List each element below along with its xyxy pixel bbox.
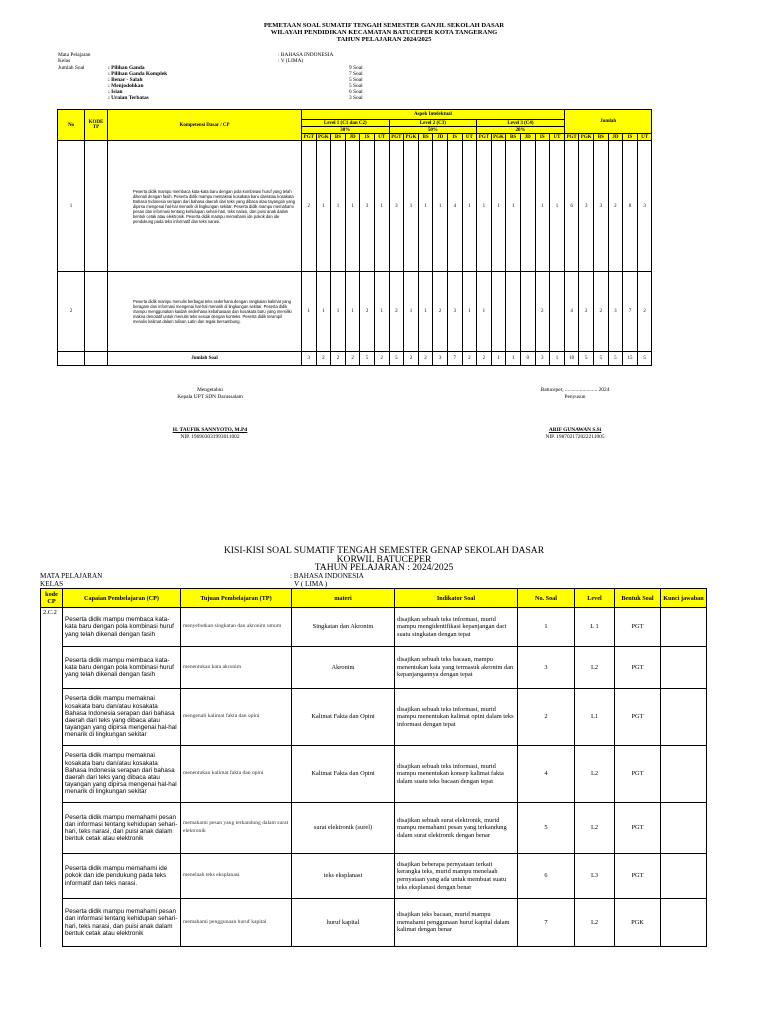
header-jumlah: Jumlah xyxy=(564,110,652,134)
sig-left-name-text: H. TAUFIK SANNYOTO, M.Pd xyxy=(172,427,248,433)
kunci-jawaban-cell xyxy=(661,647,707,689)
no-soal-cell: 4 xyxy=(518,746,575,803)
cell-value xyxy=(520,141,535,272)
soal-type-count: 5 Soal xyxy=(349,83,363,89)
header-indikator: Indikator Soal xyxy=(395,589,518,608)
header-level-3: Level 3 (C4) xyxy=(477,120,565,127)
total-cell: 1 xyxy=(506,352,521,366)
subheader-pgk: PGK xyxy=(405,134,417,140)
kode-cp-cell: 2.C.2 xyxy=(41,608,63,947)
total-cell: 5 xyxy=(594,352,609,366)
level-cell: L 1 xyxy=(575,608,615,647)
subheader-pgt: PGT xyxy=(389,134,404,141)
soal-type-name: : Isian xyxy=(108,89,123,95)
table-row xyxy=(41,608,707,647)
cell-value: 1 xyxy=(477,141,492,272)
total-cell: 5 xyxy=(637,352,652,366)
subheader-bs: BS xyxy=(594,134,609,141)
cell-value: 1 xyxy=(462,272,477,352)
sig-right-line2: Penyusun xyxy=(564,394,586,400)
total-cell: 2 xyxy=(462,352,477,366)
cell-total: 3 xyxy=(579,141,594,272)
total-cell: 2 xyxy=(316,352,331,366)
tp-cell: menyebutkan singkatan dan akronim umum xyxy=(181,608,292,647)
subheader-ut: UT xyxy=(550,134,565,141)
header-level-3-pct: 20% xyxy=(477,127,565,134)
row-kode xyxy=(85,272,108,352)
header-kode-tp: KODE TP xyxy=(85,110,108,141)
cell-total: 2 xyxy=(608,141,623,272)
tp-cell: menentukan kalimat fakta dan opini xyxy=(181,746,292,803)
cell-total: 4 xyxy=(564,272,579,352)
no-soal-cell: 6 xyxy=(518,854,575,899)
no-soal-cell: 5 xyxy=(518,803,575,854)
kisi-title-line-2: KORWIL BATUCEPER xyxy=(336,554,432,565)
header-bentuk-soal: Bentuk Soal xyxy=(615,589,661,608)
cell-total: 2 xyxy=(594,272,609,352)
total-cell: 10 xyxy=(564,352,579,366)
total-cell: 2 xyxy=(345,352,360,366)
subheader-jd: JD xyxy=(345,134,360,141)
indikator-cell: disajikan sebuah teks informasi, murid mampu mengidentifikasi kepanjangan dari suatu singkatan dengan tepat xyxy=(395,608,518,647)
cell-total: 8 xyxy=(623,141,638,272)
header-kunci-jawaban: Kunci jawaban xyxy=(661,589,707,608)
level-cell: L1 xyxy=(575,689,615,746)
header-tp: Tujuan Pembelajaran (TP) xyxy=(181,589,292,608)
meta-mapel-value: : BAHASA INDONESIA xyxy=(278,52,334,58)
total-cell: 5 xyxy=(579,352,594,366)
total-cell: 0 xyxy=(520,352,535,366)
header-kompetensi: Kompetensi Dasar / CP xyxy=(108,110,302,141)
level-cell: L2 xyxy=(575,746,615,803)
cell-value: 1 xyxy=(491,141,506,272)
kisi-mapel-label: MATA PELAJARAN xyxy=(40,572,103,580)
subheader-bs: BS xyxy=(506,134,521,141)
soal-type-name: : Pilihan Ganda Komplek xyxy=(108,71,168,77)
subheader-pgk: PGK xyxy=(580,134,592,140)
indikator-cell: disajikan beberapa pernyataan terkait kerangka teks, murid mampu menelaah pernyataan yang ada untuk membuat suatu teks eksplanasi dengan benar xyxy=(395,854,518,899)
cell-value: 2 xyxy=(360,272,375,352)
cell-value: 4 xyxy=(447,141,462,272)
bentuk-soal-cell: PGT xyxy=(615,647,661,689)
cp-cell: Peserta didik mampu membaca kata-kata baru dengan pola kombinasi huruf yang telah dikenali dengan fasih xyxy=(63,647,181,689)
total-cell: 5 xyxy=(608,352,623,366)
cell-value xyxy=(506,272,521,352)
soal-type-name: : Benar - Salah xyxy=(108,77,143,83)
soal-type-name: : Menjodohkan xyxy=(108,83,144,89)
meta-kelas-label: Kelas xyxy=(58,58,71,64)
soal-type-count: 6 Soal xyxy=(349,89,363,95)
sig-right-name xyxy=(510,427,640,434)
cell-value: 2 xyxy=(433,272,448,352)
bentuk-soal-cell: PGK xyxy=(615,899,661,947)
total-cell: 3 xyxy=(433,352,448,366)
subheader-is: IS xyxy=(623,134,638,141)
total-cell: 2 xyxy=(404,352,419,366)
tp-cell: memahami pesan yang terkandung dalam surat elektronik xyxy=(181,803,292,854)
cell-value: 1 xyxy=(316,141,331,272)
mapping-title-line-2: WILAYAH PENDIDIKAN KECAMATAN BATUCEPER KOTA TANGERANG xyxy=(270,29,498,36)
materi-cell: Singkatan dan Akronim xyxy=(292,608,395,647)
subheader-pgt: PGT xyxy=(477,134,492,141)
indikator-cell: disajikan sebuah teks bacaan, mampu menentukan kata yang termasuk akronim dan kepanjangannya dengan tepat xyxy=(395,647,518,689)
tp-cell: menentukan kata akronim xyxy=(181,647,292,689)
table-row xyxy=(41,899,707,947)
mapping-title-line-1: PEMETAAN SOAL SUMATIF TENGAH SEMESTER GANJIL SEKOLAH DASAR xyxy=(263,22,505,29)
cell-value: 1 xyxy=(302,272,317,352)
total-label: Jumlah Soal xyxy=(108,352,302,366)
kisi-kisi-page xyxy=(0,540,768,1024)
indikator-cell: disajikan sebuah surat elektronik, murid mampu memahami pesan yang terkandung dalam surat elektronik dengan benar xyxy=(395,803,518,854)
bentuk-soal-cell: PGT xyxy=(615,689,661,746)
total-cell: 3 xyxy=(302,352,317,366)
cell-total: 7 xyxy=(623,272,638,352)
sig-right-line1: Batuceper, ........................ 2024 xyxy=(540,387,610,393)
level-cell: L2 xyxy=(575,899,615,947)
table-row xyxy=(58,141,652,272)
kisi-mapel-value: : BAHASA INDONESIA xyxy=(290,572,364,580)
kisi-kelas-label: KELAS xyxy=(40,580,64,588)
cell-total: 2 xyxy=(637,272,652,352)
subheader-ut: UT xyxy=(462,134,477,141)
cell-value: 3 xyxy=(389,141,404,272)
total-row xyxy=(58,352,652,366)
tp-cell: memahami penggunaan huruf kapital xyxy=(181,899,292,947)
bentuk-soal-cell: PGT xyxy=(615,854,661,899)
table-row xyxy=(41,854,707,899)
header-level-2: Level 2 (C3) xyxy=(389,120,477,127)
cp-cell: Peserta didik mampu memaknai kosakata baru dan/atau kosakata Bahasa Indonesia serapan dari bahasa daerah dari teks yang dibaca atau tayangan yang dipirsa mengenai hal-hal menarik di lingkungan sekitar xyxy=(63,746,181,803)
cell-value xyxy=(491,272,506,352)
cell-value: 1 xyxy=(404,141,419,272)
no-soal-cell: 2 xyxy=(518,689,575,746)
cell-value: 2 xyxy=(389,272,404,352)
row-kompetensi: Peserta didik mampu menulis berbagai teks sederhana dengan rangkaian kalimat yang beragam dan informasi mengenai hal-hal menarik di lingkungan sekitar. Peserta didik mampu menggunakan kaidah sederhana kebahasaan dan kosakata baru yang memiliki makna denotatif untuk menulis teks sesuai dengan konteks. Peserta didik terampil menulis kalimat dalam tulisan Latin dan tegak bersambung. xyxy=(108,272,302,352)
cell-value: 2 xyxy=(302,141,317,272)
bentuk-soal-cell: PGT xyxy=(615,608,661,647)
cell-total: 6 xyxy=(564,141,579,272)
level-cell: L3 xyxy=(575,854,615,899)
sig-left-nip: NIP. 196903031993011002 xyxy=(180,434,240,440)
materi-cell: Kalimat Fakta dan Opini xyxy=(292,689,395,746)
subheader-pgk: PGK xyxy=(493,134,504,140)
header-level: Level xyxy=(575,589,615,608)
sig-right-nip: NIP. 198702172022211005 xyxy=(545,434,605,440)
sig-left-name xyxy=(140,427,280,434)
kunci-jawaban-cell xyxy=(661,803,707,854)
cell-value: 1 xyxy=(506,141,521,272)
cell-value xyxy=(550,272,565,352)
cp-cell: Peserta didik mampu memahami pesan dan informasi tentang kehidupan sehari-hari, teks narasi, dan puisi anak dalam bentuk cetak atau elektronik xyxy=(63,803,181,854)
subheader-pgk: PGK xyxy=(317,134,329,140)
meta-jumlah-label: Jumlah Soal xyxy=(58,65,85,71)
table-row xyxy=(58,272,652,352)
cell-value: 1 xyxy=(418,272,433,352)
total-cell: 1 xyxy=(491,352,506,366)
subheader-bs: BS xyxy=(418,134,433,141)
materi-cell: Kalimat Fakta dan Opini xyxy=(292,746,395,803)
table-row xyxy=(41,746,707,803)
no-soal-cell: 1 xyxy=(518,608,575,647)
cell-value: 1 xyxy=(316,272,331,352)
row-kompetensi: Peserta didik mampu membaca kata-kata baru dengan pola kombinasi huruf yang telah dikenali dengan fasih. Peserta didik mampu memaknai kosakata baru dan/atau kosakata Bahasa Indonesia serapan dari bahasa daerah dari teks yang dibaca atau tayangan yang dipirsa mengenai hal-hal menarik di lingkungan sekitar. Peserta didik mampu memahami pesan dan informasi tentang kehidupan sehari-hari, teks narasi, dan puisi anak dalam bentuk cetak atau elektronik. Peserta didik mampu memahami ide pokok dan ide pendukung pada teks informatif dan teks narasi. xyxy=(108,141,302,272)
table-row xyxy=(41,647,707,689)
cell-value: 1 xyxy=(331,141,346,272)
kisi-kelas-value: V ( LIMA ) xyxy=(294,580,328,588)
total-cell: 2 xyxy=(331,352,346,366)
subheader-ut: UT xyxy=(637,134,652,141)
total-cell: 1 xyxy=(550,352,565,366)
sig-left-line1: Mengetahui xyxy=(197,387,223,393)
kisi-table xyxy=(40,588,707,947)
kunci-jawaban-cell xyxy=(661,689,707,746)
header-no-soal: No. Soal xyxy=(518,589,575,608)
header-level-1-pct: 30% xyxy=(302,127,390,134)
soal-type-count: 3 Soal xyxy=(349,95,363,101)
subheader-jd: JD xyxy=(608,134,623,141)
cell-value: 1 xyxy=(535,141,550,272)
indikator-cell: disajikan sebuah teks informasi, murid mampu menentukan kalimat opini dalam teks informasi dengan tepat xyxy=(395,689,518,746)
soal-type-count: 9 Soal xyxy=(349,65,363,71)
cell-value: 1 xyxy=(345,272,360,352)
kisi-body xyxy=(41,608,707,947)
materi-cell: teks eksplanasi xyxy=(292,854,395,899)
total-cell: 3 xyxy=(535,352,550,366)
table-row xyxy=(41,689,707,746)
total-cell: 7 xyxy=(447,352,462,366)
soal-type-name: : Pilihan Ganda xyxy=(108,65,145,71)
cell-total: 3 xyxy=(594,141,609,272)
soal-type-count: 7 Soal xyxy=(349,71,363,77)
subheader-is: IS xyxy=(447,134,462,141)
level-cell: L2 xyxy=(575,803,615,854)
mapping-page xyxy=(0,0,768,470)
mapping-title-line-3: TAHUN PELAJARAN 2024/2025 xyxy=(336,36,432,43)
cell-value: 1 xyxy=(433,141,448,272)
sig-left-line2: Kepala UPT SDN Darussalam xyxy=(177,394,243,400)
header-aspek: Aspek Intelektual xyxy=(302,110,565,120)
subheader-is: IS xyxy=(360,134,375,141)
sig-right-name-text: ARIF GUNAWAN S.Si xyxy=(548,427,602,433)
cell-value xyxy=(520,272,535,352)
tp-cell: menelaah teks eksplanasi xyxy=(181,854,292,899)
cp-cell: Peserta didik mampu memahami pesan dan informasi tentang kehidupan sehari-hari, teks narasi, dan puisi anak dalam bentuk cetak atau elektronik xyxy=(63,899,181,947)
cell-total: 3 xyxy=(637,141,652,272)
kisi-title-line-1: KISI-KISI SOAL SUMATIF TENGAH SEMESTER GENAP SEKOLAH DASAR xyxy=(223,545,545,556)
bentuk-soal-cell: PGT xyxy=(615,746,661,803)
subheader-jd: JD xyxy=(520,134,535,141)
cell-value: 1 xyxy=(374,141,389,272)
meta-mapel-label: Mata Pelajaran xyxy=(58,52,91,58)
materi-cell: Akronim xyxy=(292,647,395,689)
cell-value: 3 xyxy=(447,272,462,352)
cell-value: 1 xyxy=(374,272,389,352)
cp-cell: Peserta didik mampu membaca kata-kata baru dengan pola kombinasi huruf yang telah dikenali dengan fasih xyxy=(63,608,181,647)
subheader-jd: JD xyxy=(433,134,448,141)
total-cell: 2 xyxy=(418,352,433,366)
total-cell: 5 xyxy=(389,352,404,366)
materi-cell: huruf kapital xyxy=(292,899,395,947)
cell-value: 1 xyxy=(550,141,565,272)
total-cell: 15 xyxy=(623,352,638,366)
cell-value: 1 xyxy=(331,272,346,352)
cell-value: 1 xyxy=(345,141,360,272)
header-materi: materi xyxy=(292,589,395,608)
total-cell: 2 xyxy=(374,352,389,366)
row-no: 1 xyxy=(58,141,85,272)
header-cp: Capaian Pembelajaran (CP) xyxy=(63,589,181,608)
tp-cell: mengenali kalimat fakta dan opini xyxy=(181,689,292,746)
subheader-pgt: PGT xyxy=(302,134,317,141)
cell-value: 1 xyxy=(404,272,419,352)
row-kode xyxy=(85,141,108,272)
cp-cell: Peserta didik mampu memahami ide pokok dan ide pendukung pada teks informatif dan teks narasi. xyxy=(63,854,181,899)
cell-value: 1 xyxy=(418,141,433,272)
kisi-title-line-3: TAHUN PELAJARAN : 2024/2025 xyxy=(314,562,454,573)
materi-cell: surat elektronik (surel) xyxy=(292,803,395,854)
subheader-ut: UT xyxy=(374,134,389,141)
cell-value: 1 xyxy=(462,141,477,272)
subheader-is: IS xyxy=(535,134,550,141)
bentuk-soal-cell: PGT xyxy=(615,803,661,854)
mapping-table xyxy=(57,109,652,366)
meta-kelas-value: : V (LIMA) xyxy=(278,58,304,64)
header-level-1: Level 1 (C1 dan C2) xyxy=(302,120,390,127)
kunci-jawaban-cell xyxy=(661,608,707,647)
level-cell: L2 xyxy=(575,647,615,689)
cell-value: 3 xyxy=(360,141,375,272)
no-soal-cell: 3 xyxy=(518,647,575,689)
no-soal-cell: 7 xyxy=(518,899,575,947)
kunci-jawaban-cell xyxy=(661,854,707,899)
cell-total: 3 xyxy=(608,272,623,352)
soal-type-count: 5 Soal xyxy=(349,77,363,83)
header-level-2-pct: 50% xyxy=(389,127,477,134)
soal-type-name: : Uraian Terbatas xyxy=(108,95,149,101)
kunci-jawaban-cell xyxy=(661,899,707,947)
table-row xyxy=(41,803,707,854)
cell-value: 1 xyxy=(477,272,492,352)
row-no: 2 xyxy=(58,272,85,352)
indikator-cell: disajikan teks bacaan, murid mampu memahami penggunaan huruf kapital dalam kalimat dengan benar xyxy=(395,899,518,947)
cell-total: 2 xyxy=(579,272,594,352)
cell-value: 2 xyxy=(535,272,550,352)
cp-cell: Peserta didik mampu memaknai kosakata baru dan/atau kosakata Bahasa Indonesia serapan dari bahasa daerah dari teks yang dibaca atau tayangan yang dipirsa mengenai hal-hal menarik di lingkungan sekitar xyxy=(63,689,181,746)
total-cell: 5 xyxy=(360,352,375,366)
subheader-bs: BS xyxy=(331,134,346,141)
kunci-jawaban-cell xyxy=(661,746,707,803)
header-no: No xyxy=(58,110,85,141)
subheader-pgt: PGT xyxy=(564,134,579,141)
total-cell: 2 xyxy=(477,352,492,366)
indikator-cell: disajikan sebuah teks informasi, murid mampu menentukan konsep kalimat fakta dalam suatu teks bacaan dengan tepat xyxy=(395,746,518,803)
header-kode-cp: kode CP xyxy=(41,589,63,608)
